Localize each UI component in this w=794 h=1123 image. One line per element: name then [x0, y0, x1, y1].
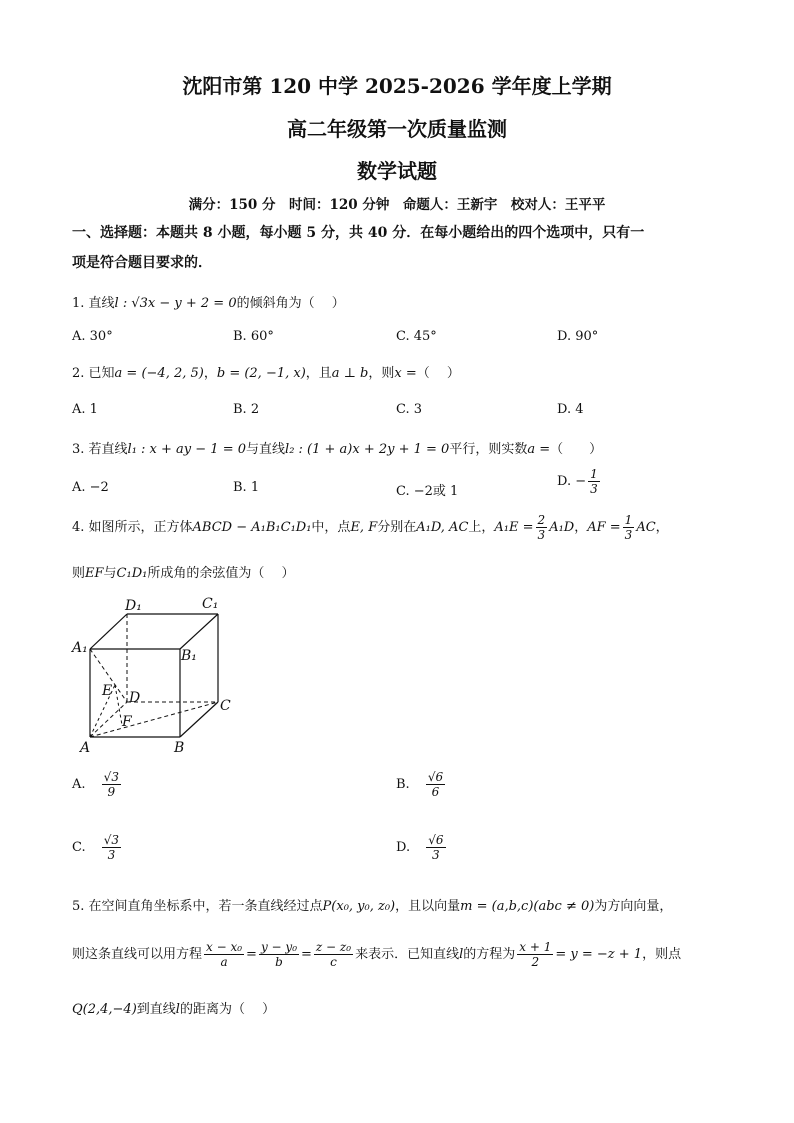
exam-meta-info: 满分：150 分 时间：120 分钟 命题人：王新宇 校对人：王平平 [188, 197, 606, 213]
exam-subject-title: 数学试题 [357, 159, 437, 183]
label-F: F [122, 714, 132, 730]
fraction-denominator: 3 [590, 482, 598, 496]
label-D1: D₁ [125, 598, 142, 614]
q4-eq2b: AC [636, 520, 656, 535]
q5-point-q: Q(2,4,−4) [72, 1002, 137, 1017]
question-5-stem-line3 [72, 998, 275, 1017]
q4-line2-suffix: 所成角的余弦值为（ ） [147, 566, 295, 581]
q5-eq-frac-z [314, 940, 353, 969]
q2-mid: ，且 [305, 366, 332, 381]
cube-figure [70, 592, 240, 762]
q1-option-d: D. 90° [557, 329, 599, 344]
q5-line1-prefix: 5. 在空间直角坐标系中，若一条直线经过点 [72, 899, 323, 914]
q5-line3-l: l [175, 1002, 180, 1017]
q1-prefix: 1. 直线 [72, 296, 115, 311]
q1-math: l : √3x − y + 2 = 0 [114, 296, 237, 311]
q1-option-b: B. 60° [233, 329, 274, 344]
q2-sep: ， [203, 366, 217, 381]
q5-eq-frac-x [204, 940, 244, 969]
fraction-numerator: 1 [624, 513, 633, 527]
q4-option-c [72, 833, 123, 862]
q5-line2-suffix: ，则点 [642, 947, 682, 962]
q2-x: x = [394, 366, 417, 381]
question-3-stem [72, 438, 602, 457]
q4-line2-mid: 与 [103, 566, 117, 581]
fraction-numerator: z − z₀ [315, 940, 352, 954]
fraction-numerator: x + 1 [519, 940, 552, 954]
q2-option-a: A. 1 [72, 402, 98, 417]
q3-suffix: （ ） [550, 442, 603, 457]
q4-option-d-fraction [426, 833, 445, 862]
q4-option-a-label: A. [72, 777, 86, 792]
q4-option-c-label: C. [72, 840, 86, 855]
q3-option-d-fraction [588, 467, 600, 496]
q4-mid2: 分别在 [377, 520, 417, 535]
fraction-numerator: y − y₀ [260, 940, 298, 954]
q4-eq2: AF = [587, 520, 621, 535]
fraction-denominator: 9 [107, 785, 116, 799]
q3-option-d-label: D. − [557, 474, 587, 489]
q4-option-c-fraction [102, 833, 121, 862]
q3-a: a = [527, 442, 551, 457]
q2-option-b: B. 2 [233, 402, 260, 417]
question-5-stem-line1 [72, 895, 672, 914]
q4-option-d-label: D. [396, 840, 411, 855]
q4-prefix: 4. 如图所示，正方体 [72, 520, 193, 535]
q4-end: ， [655, 520, 669, 535]
exam-grade-title: 高二年级第一次质量监测 [287, 117, 507, 141]
label-B1: B₁ [181, 648, 197, 664]
q1-option-a: A. 30° [72, 329, 113, 344]
q4-mid3: 上， [468, 520, 495, 535]
q2-vector-b: b = (2, −1, x) [216, 366, 306, 381]
question-1-stem [72, 292, 345, 311]
q1-suffix: 的倾斜角为（ ） [236, 296, 345, 311]
label-B: B [174, 740, 185, 756]
q3-line-l1: l₁ : x + ay − 1 = 0 [127, 442, 247, 457]
q5-line-frac [517, 940, 553, 969]
q1-option-c: C. 45° [396, 329, 437, 344]
fraction-denominator: a [220, 955, 228, 969]
q4-option-a-fraction [102, 770, 121, 799]
fraction-denominator: 3 [107, 848, 116, 862]
fraction-numerator: √3 [103, 833, 120, 847]
section-heading [72, 218, 732, 278]
q3-option-c: C. −2或 1 [396, 484, 459, 499]
fraction-denominator: 3 [624, 528, 633, 542]
q2-vector-a: a = (−4, 2, 5) [114, 366, 204, 381]
fraction-denominator: 3 [537, 528, 546, 542]
q4-option-b [396, 770, 447, 799]
label-A: A [80, 740, 91, 756]
exam-school-title: 沈阳市第 120 中学 2025-2026 学年度上学期 [182, 74, 612, 98]
q4-comma: ， [574, 520, 588, 535]
q3-mid: 与直线 [246, 442, 286, 457]
q5-line3-mid: 到直线 [136, 1002, 176, 1017]
question-4-stem-line1 [72, 513, 669, 542]
q3-option-a: A. −2 [72, 480, 109, 495]
q4-points: E, F [350, 520, 378, 535]
fraction-denominator: c [330, 955, 337, 969]
q2-perp: a ⊥ b [331, 366, 369, 381]
q4-c1d1: C₁D₁ [116, 566, 148, 581]
fraction-numerator: √3 [103, 770, 119, 784]
q3-option-d [557, 467, 602, 496]
label-C: C [220, 698, 231, 714]
q4-ef: EF [85, 566, 104, 581]
label-C1: C₁ [202, 596, 219, 612]
fraction-numerator: √6 [427, 770, 444, 784]
question-4-stem-line2 [72, 562, 294, 581]
q5-eq-frac-y [259, 940, 299, 969]
q4-eq1b: A₁D [549, 520, 575, 535]
q5-vector-m: m = (a,b,c)(abc ≠ 0) [460, 899, 595, 914]
q4-option-a [72, 770, 123, 799]
q4-segments: A₁D, AC [416, 520, 469, 535]
fraction-denominator: 6 [431, 785, 440, 799]
fraction-denominator: b [275, 955, 283, 969]
q2-prefix: 2. 已知 [72, 366, 115, 381]
fraction-numerator: x − x₀ [206, 940, 243, 954]
q5-line2-mid2: 的方程为 [463, 947, 516, 962]
q5-line-tail: = y = −z + 1 [555, 947, 643, 962]
section-heading-line2: 项是符合题目要求的． [72, 255, 212, 271]
q2-mid2: ，则 [368, 366, 395, 381]
fraction-numerator: 2 [537, 513, 546, 527]
question-2-stem [72, 362, 460, 381]
q3-mid2: 平行，则实数 [449, 442, 528, 457]
label-E: E [102, 683, 113, 699]
q4-eq1: A₁E = [494, 520, 534, 535]
q4-line2-prefix: 则 [72, 566, 86, 581]
q4-mid: 中，点 [311, 520, 351, 535]
q5-line3-suffix: 的距离为（ ） [179, 1002, 276, 1017]
q4-option-b-fraction [426, 770, 445, 799]
q2-option-c: C. 3 [396, 402, 423, 417]
q3-prefix: 3. 若直线 [72, 442, 128, 457]
fraction-numerator: 1 [590, 467, 598, 481]
fraction-numerator: √6 [428, 833, 444, 847]
q5-line1-suffix: 为方向向量， [594, 899, 673, 914]
q3-option-b: B. 1 [233, 480, 260, 495]
fraction-denominator: 3 [432, 848, 440, 862]
q5-point-p: P(x₀, y₀, z₀) [322, 899, 396, 914]
label-A1: A₁ [72, 640, 88, 656]
q5-line2-mid: 来表示．已知直线 [355, 947, 460, 962]
label-D: D [129, 690, 141, 706]
q4-fraction-one-third [623, 513, 635, 542]
q4-option-b-label: B. [396, 777, 410, 792]
q3-line-l2: l₂ : (1 + a)x + 2y + 1 = 0 [285, 442, 450, 457]
fraction-denominator: 2 [531, 955, 540, 969]
q2-suffix: （ ） [416, 366, 460, 381]
q2-option-d: D. 4 [557, 402, 584, 417]
q4-cube: ABCD − A₁B₁C₁D₁ [192, 520, 312, 535]
q5-line2-prefix: 则这条直线可以用方程 [72, 947, 203, 962]
q4-option-d [396, 833, 448, 862]
q5-line-l: l [459, 947, 464, 962]
q5-line1-mid: ，且以向量 [395, 899, 461, 914]
question-5-stem-line2: 则这条直线可以用方程 $\frac{\text{x − x₀}}{a}$ = $\frac{\text{y − y₀}}{b}$ = $\frac{\text{z − z₀}}{c}$ 来表示．已知直线l的方程为 $\frac{x + 1}{2}$ = y = −z + 1，则点 [72, 940, 682, 969]
section-heading-line1: 一、选择题：本题共 8 小题，每小题 5 分，共 40 分．在每小题给出的四个选项中，只有一 [72, 225, 645, 241]
q4-fraction-two-thirds [536, 513, 548, 542]
